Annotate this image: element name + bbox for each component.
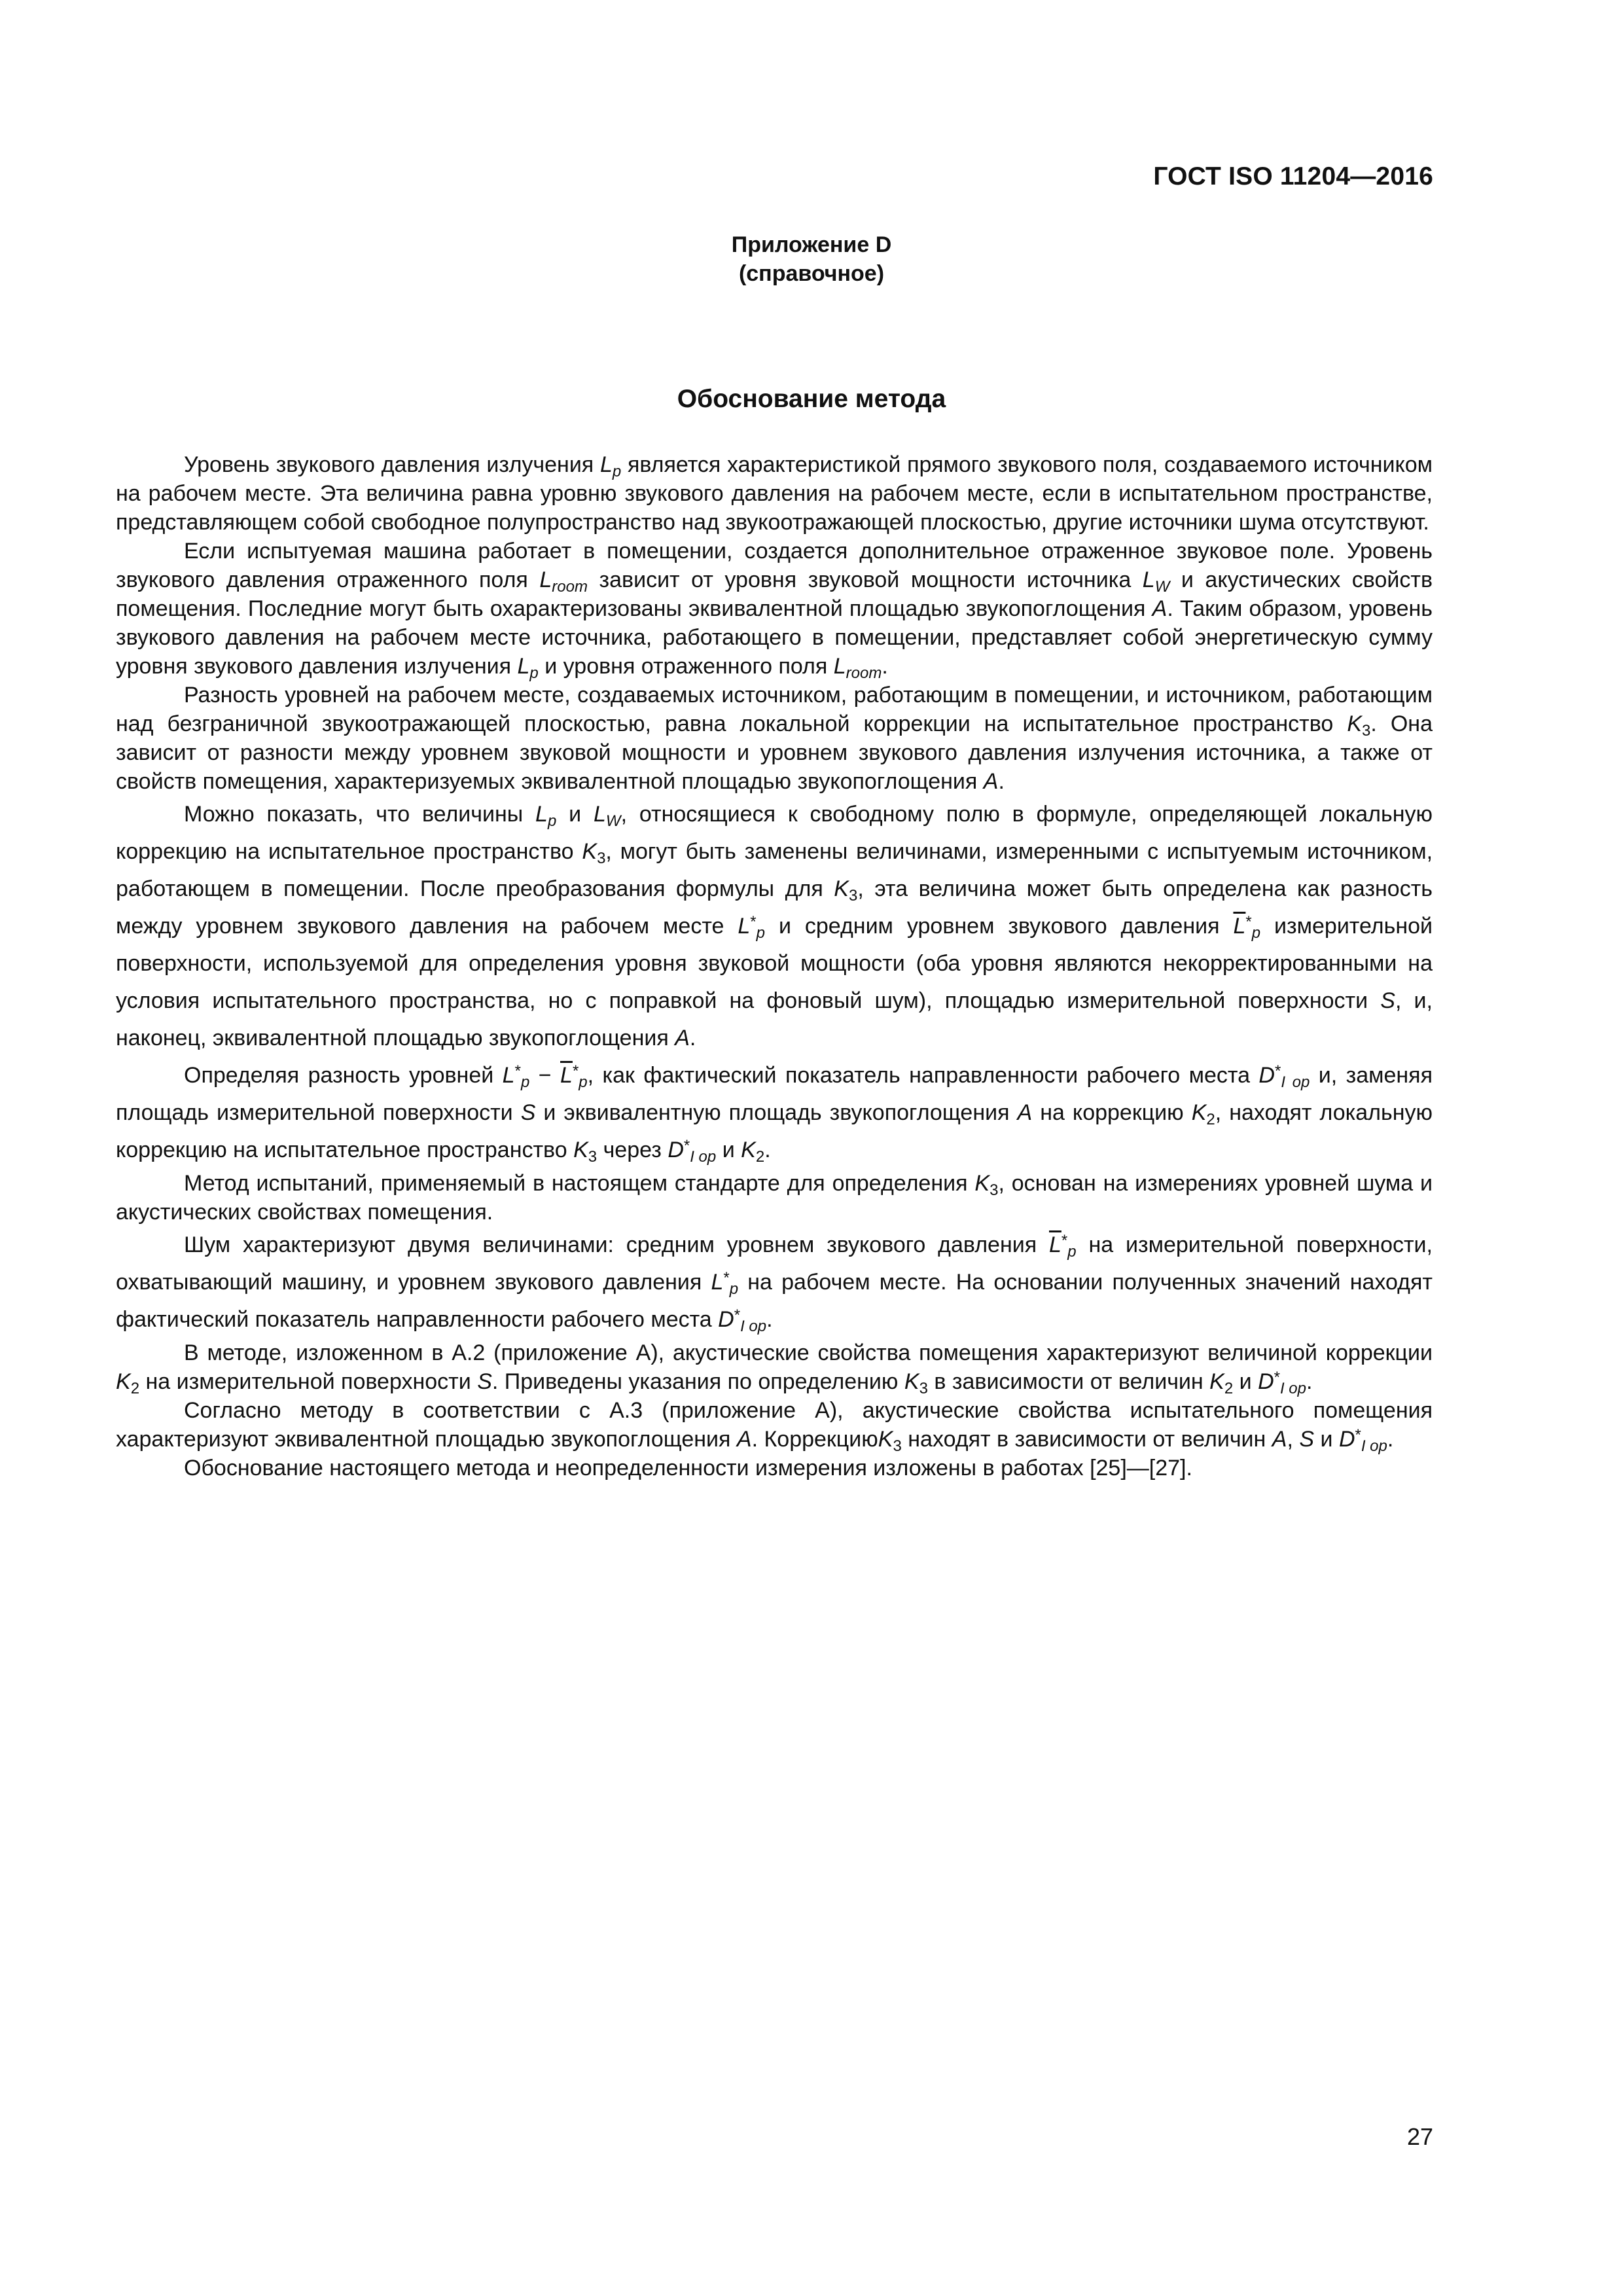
section-title: Обоснование метода	[677, 385, 946, 413]
appendix-subtitle: (справочное)	[738, 261, 885, 286]
paragraph: Определяя разность уровней $L^*_p - \overline{L}^*_p$, как фактический показатель направленности рабочего места $D^*_{I op}$ и, заменяя площадь измерительной поверхности S и эквивалентную площадь звукопоглощения A на коррекцию $K_2$, находят локальную коррекцию на испытательное пространство $K_3$ через $D^*_{I op}$ и $K_2$.	[116, 1062, 1433, 1166]
paragraph: Если испытуемая машина работает в помещении, создается дополнительное отраженное звуковое поле. Уровень звукового давления отраженного поля $L_{room}$ зависит от уровня звуковой мощности источника $L_W$ и акустических свойств помещения. Последние могут быть охарактеризованы эквивалентной площадью звукопоглощения A. Таким образом, уровень звукового давления на рабочем месте источника, работающего в помещении, представляет собой энергетическую сумму уровня звукового давления излучения $L_p$ и уровня отраженного поля $L_{room}$.	[116, 539, 1433, 682]
page-number: 27	[1406, 2123, 1433, 2150]
appendix-heading	[0, 230, 1623, 288]
paragraph: Метод испытаний, применяемый в настоящем стандарте для определения $K_3$, основан на измерениях уровней шума и акустических свойствах помещения.	[116, 1171, 1433, 1225]
paragraph: В методе, изложенном в А.2 (приложение А), акустические свойства помещения характеризуют величиной коррекции $K_2$ на измерительной поверхности S. Приведены указания по определению $K_3$ в зависимости от величин $K_2$ и $D^*_{I op}$.	[116, 1340, 1433, 1397]
paragraph: Согласно методу в соответствии с А.3 (приложение А), акустические свойства испытательного помещения характеризуют эквивалентной площадью звукопоглощения A. КоррекциюK$_3$ находят в зависимости от величин A, S и $D^*_{I op}$.	[116, 1398, 1433, 1455]
paragraph: Обоснование настоящего метода и неопределенности измерения изложены в работах [25]—[27].	[184, 1456, 1192, 1480]
paragraph: Разность уровней на рабочем месте, создаваемых источником, работающим в помещении, и источником, работающим над безграничной звукоотражающей плоскостью, равна локальной коррекции на испытательное пространство $K_3$. Она зависит от разности между уровнем звуковой мощности и уровнем звукового давления излучения источника, а также от свойств помещения, характеризуемых эквивалентной площадью звукопоглощения A.	[116, 683, 1433, 794]
paragraph: Шум характеризуют двумя величинами: средним уровнем звукового давления $\overline{L}^*_p$ на измерительной поверхности, охватывающий машину, и уровнем звукового давления $L^*_p$ на рабочем месте. На основании полученных значений находят фактический показатель направленности рабочего места $D^*_{I op}$.	[116, 1232, 1433, 1335]
document-id-header: ГОСТ ISO 11204—2016	[1153, 162, 1433, 190]
paragraph: Уровень звукового давления излучения $L_p$ является характеристикой прямого звукового поля, создаваемого источником на рабочем месте. Эта величина равна уровню звукового давления на рабочем месте, если в испытательном пространстве, представляющем собой свободное полупространство над звукоотражающей плоскостью, другие источники шума отсутствуют.	[116, 452, 1433, 535]
appendix-title: Приложение D	[731, 232, 892, 257]
paragraph: Можно показать, что величины $L_p$ и $L_W$, относящиеся к свободному полю в формуле, определяющей локальную коррекцию на испытательное пространство $K_3$, могут быть заменены величинами, измеренными с испытуемым источником, работающем в помещении. После преобразования формулы для $K_3$, эта величина может быть определена как разность между уровнем звукового давления на рабочем месте $L^*_p$ и средним уровнем звукового давления $\overline{L}^*_p$ измерительной поверхности, используемой для определения уровня звуковой мощности (оба уровня являются некорректированными на условия испытательного пространства, но с поправкой на фоновый шум), площадью измерительной поверхности S, и, наконец, эквивалентной площадью звукопоглощения A.	[116, 802, 1433, 1050]
body-text	[116, 450, 1433, 1482]
